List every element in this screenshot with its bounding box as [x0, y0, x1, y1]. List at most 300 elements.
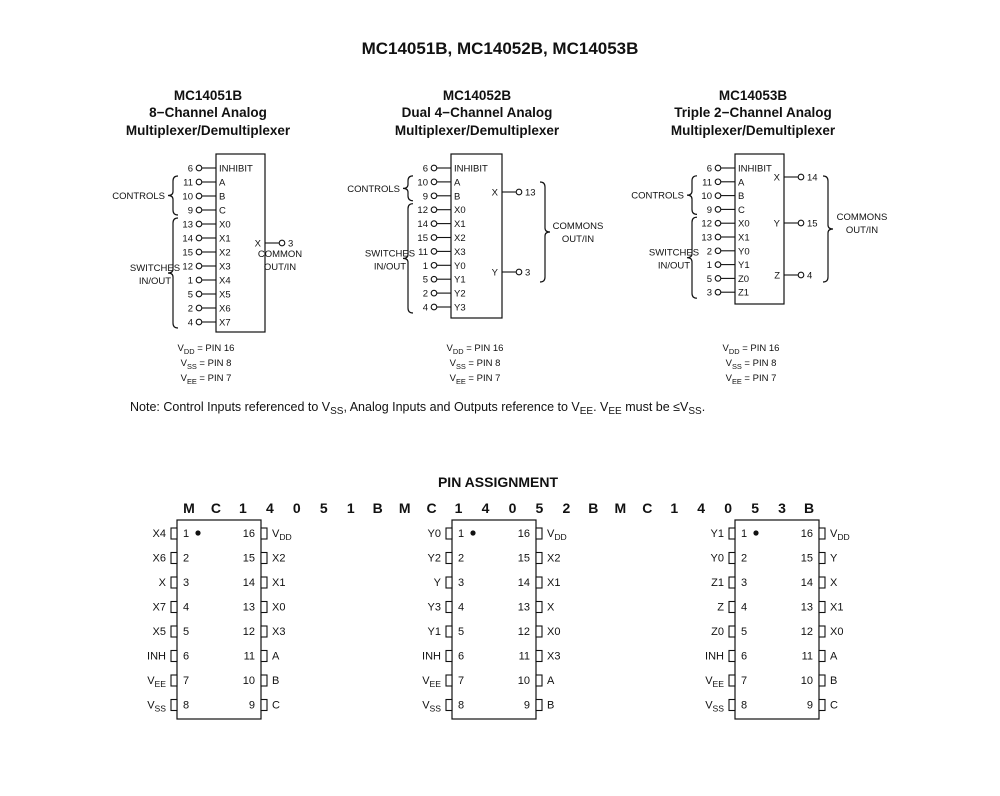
pin1-marker-dot: [470, 530, 475, 535]
pin-number: 13: [517, 601, 530, 614]
package-pin: [518, 553, 561, 565]
block-diagram-mc14053b: [631, 88, 887, 386]
pin-signal: B: [272, 675, 280, 687]
pin-signal: Y0: [710, 552, 724, 565]
pin-number: 16: [242, 528, 255, 540]
vss-pin-note: $V_{SS}$ = PIN 8: [725, 358, 777, 371]
input-pin: [423, 303, 466, 314]
pin-number: 2: [741, 552, 748, 565]
output-pin: [774, 271, 812, 282]
pin-signal: X3: [547, 650, 561, 663]
package-pin: [801, 577, 838, 589]
pin-number: 15: [182, 247, 193, 259]
document-title: MC14051B, MC14052B, MC14053B: [361, 39, 639, 58]
part-letter: 5: [751, 500, 759, 516]
pin-name: B: [454, 191, 461, 203]
pin-name: Y1: [738, 260, 750, 272]
pin-terminal: [715, 276, 721, 282]
input-pin: [423, 275, 466, 286]
package-pin: [807, 700, 838, 712]
input-pin: [707, 260, 750, 271]
pin-signal: X2: [272, 552, 286, 565]
pin-name: Y0: [454, 260, 466, 272]
pin-tab: [446, 651, 452, 662]
pin-name: Z0: [738, 273, 750, 285]
pin-signal: X4: [152, 528, 166, 540]
pin-number: 4: [187, 317, 193, 329]
pin-number: 6: [741, 650, 748, 663]
output-pin: [774, 173, 818, 184]
pin-number: 12: [182, 261, 193, 273]
pin-name: X: [773, 172, 780, 184]
pin-terminal: [196, 207, 202, 213]
pin-number: 7: [741, 675, 748, 687]
pin-tab: [261, 626, 267, 637]
pin-number: 15: [800, 552, 813, 565]
pin-number: 10: [242, 675, 255, 687]
pin-terminal: [715, 207, 721, 213]
input-pin: [417, 205, 465, 216]
input-pin: [707, 274, 749, 285]
pin-terminal: [196, 235, 202, 241]
pin-number: 4: [807, 270, 813, 282]
input-pin: [707, 164, 772, 175]
vee-pin-note: $V_{EE}$ = PIN 7: [180, 373, 232, 386]
pin-signal: Y1: [710, 528, 724, 540]
vee-pin-note: $V_{EE}$ = PIN 7: [725, 373, 777, 386]
package-pin: [428, 626, 465, 638]
pin-signal: $V_{EE}$: [147, 675, 166, 689]
package-pin: [147, 675, 189, 689]
package-pin: [801, 602, 844, 614]
pin-signal: X: [830, 577, 838, 589]
pin-number: 9: [806, 699, 813, 712]
pin-tab: [261, 651, 267, 662]
switches-label: IN/OUT: [373, 261, 407, 273]
pin-number: 15: [417, 233, 428, 244]
pin-number: 8: [183, 699, 190, 712]
pin-terminal: [196, 263, 202, 269]
pin-signal: Y2: [427, 552, 441, 565]
package-pin: [711, 528, 748, 540]
pin-number: 2: [422, 288, 428, 300]
package-pin: [711, 626, 747, 638]
package-pin: [802, 651, 838, 663]
part-letter: M: [183, 500, 195, 516]
switches-label: IN/OUT: [138, 276, 172, 287]
pin-number: 4: [183, 601, 190, 614]
package-pin: [518, 528, 567, 542]
pin-tab: [446, 675, 452, 686]
package-pin: [422, 651, 464, 663]
pin-number: 12: [417, 205, 428, 217]
part-letter: 1: [239, 500, 247, 516]
package-pin: [243, 553, 286, 565]
pin-tab: [536, 626, 542, 637]
pin-name: INHIBIT: [219, 163, 253, 175]
input-pin: [701, 191, 744, 202]
pin-number: 15: [807, 218, 818, 230]
pin-tab: [819, 626, 825, 637]
controls-brace: [687, 176, 697, 215]
commons-label: COMMON: [257, 249, 303, 260]
pin-tab: [729, 700, 735, 711]
pin-tab: [261, 675, 267, 686]
pin-tab: [171, 553, 177, 564]
pin-terminal: [196, 165, 202, 171]
package-pin: [518, 675, 555, 687]
part-letter: 2: [562, 500, 571, 516]
pin-number: 12: [517, 626, 530, 638]
pin-terminal: [196, 179, 202, 185]
pin-terminal: [715, 165, 721, 171]
part-letter: B: [588, 500, 599, 516]
package-pin: [153, 553, 190, 565]
pin-number: 7: [458, 675, 465, 687]
pin-number: 7: [183, 675, 190, 687]
part-description: Triple 2−Channel Analog: [674, 105, 832, 120]
pin-tab: [729, 577, 735, 588]
pin-number: 13: [525, 187, 536, 199]
pin-signal: A: [830, 650, 838, 663]
pin1-marker-dot: [753, 530, 758, 535]
pin-number: 14: [417, 219, 428, 231]
pin-name: X0: [454, 205, 466, 217]
package-pin: [518, 577, 561, 589]
pin-name: Y: [491, 267, 498, 279]
input-pin: [417, 233, 465, 244]
output-pin: [255, 239, 294, 250]
pin-number: 14: [242, 577, 255, 589]
pin-name: X0: [219, 219, 231, 231]
pin-terminal: [715, 234, 721, 240]
pin-number: 6: [706, 163, 712, 175]
pin-name: B: [738, 191, 745, 203]
pin-number: 15: [517, 552, 530, 565]
part-letter: 3: [778, 500, 786, 516]
pin-terminal: [431, 304, 437, 310]
pin-signal: X1: [272, 577, 286, 589]
dip-package-mc14051b: [147, 520, 292, 719]
input-pin: [707, 288, 749, 299]
pin-tab: [819, 553, 825, 564]
vee-pin-note: $V_{EE}$ = PIN 7: [449, 373, 501, 386]
pin-number: 1: [422, 260, 428, 272]
pin-tab: [171, 675, 177, 686]
pin-number: 6: [183, 650, 190, 663]
pin-number: 13: [242, 601, 255, 614]
pin-signal: $V_{SS}$: [147, 699, 166, 714]
controls-label: CONTROLS: [112, 191, 165, 202]
pin-number: 14: [807, 172, 818, 184]
pin-name: X6: [219, 303, 231, 315]
input-pin: [707, 246, 750, 257]
pin-number: 14: [182, 233, 193, 245]
pin-name: INHIBIT: [738, 163, 772, 175]
pin-tab: [446, 577, 452, 588]
pin-number: 11: [243, 650, 255, 663]
package-pin: [422, 675, 464, 689]
pin-tab: [261, 553, 267, 564]
pin-terminal: [196, 277, 202, 283]
pin-number: 1: [741, 528, 748, 540]
input-pin: [188, 304, 231, 315]
switches-label: IN/OUT: [657, 260, 691, 272]
pin-terminal: [798, 220, 804, 226]
pin-signal: $V_{SS}$: [705, 699, 724, 714]
pin-terminal: [715, 248, 721, 254]
pin-tab: [819, 577, 825, 588]
pin-number: 12: [800, 626, 813, 638]
input-pin: [417, 219, 465, 230]
pin-number: 14: [517, 577, 530, 589]
input-pin: [182, 192, 225, 203]
pin-signal: X: [547, 601, 555, 614]
pin-signal: Y0: [427, 528, 441, 540]
commons-label: OUT/IN: [263, 262, 297, 273]
pin-tab: [171, 577, 177, 588]
pin-tab: [261, 700, 267, 711]
pin-name: B: [219, 191, 226, 203]
part-letter: 4: [481, 500, 490, 516]
pin-terminal: [516, 189, 522, 195]
package-pin: [422, 700, 464, 714]
pin-number: 2: [183, 552, 190, 565]
package-pin: [243, 675, 280, 687]
pin-name: X0: [738, 218, 750, 230]
pin-number: 1: [706, 260, 712, 272]
pin-name: A: [219, 177, 226, 189]
pin-signal: X: [158, 577, 166, 589]
pin-signal: Y: [433, 577, 441, 589]
pin-number: 3: [525, 267, 531, 279]
pin-name: Z: [774, 270, 780, 282]
input-pin: [188, 164, 253, 175]
package-pin: [717, 602, 747, 614]
package-pin: [519, 651, 561, 663]
pin-tab: [171, 602, 177, 613]
pin-terminal: [798, 272, 804, 278]
pin-signal: X7: [152, 601, 166, 614]
pin-signal: Y1: [427, 626, 441, 638]
pin-terminal: [196, 221, 202, 227]
pin-number: 2: [458, 552, 465, 565]
pin-number: 11: [518, 650, 530, 663]
pin-tab: [819, 651, 825, 662]
pin-number: 3: [183, 577, 190, 589]
pin-terminal: [431, 165, 437, 171]
part-letter: B: [803, 500, 815, 516]
pin-terminal: [715, 220, 721, 226]
pin-terminal: [279, 240, 285, 246]
pin-tab: [819, 675, 825, 686]
pin-tab: [819, 700, 825, 711]
package-pin: [428, 528, 465, 540]
pin-number: 4: [458, 601, 465, 614]
pin-tab: [261, 528, 267, 539]
input-pin: [182, 234, 230, 245]
package-pin: [705, 651, 747, 663]
pin-signal: Z0: [711, 626, 724, 638]
pin-terminal: [715, 262, 721, 268]
pin-number: 8: [741, 699, 748, 712]
part-letter: M: [614, 500, 627, 516]
package-pin: [147, 651, 189, 663]
switches-label: SWITCHES: [648, 247, 700, 259]
pin-signal: INH: [705, 650, 724, 663]
pin-terminal: [431, 193, 437, 199]
pin-number: 6: [187, 163, 193, 175]
pin-tab: [729, 651, 735, 662]
pin-terminal: [431, 290, 437, 296]
part-number: MC14051B: [173, 88, 243, 103]
pin-signal: Y: [830, 552, 838, 565]
pin-assignment-part-letters: [183, 500, 814, 516]
pin-number: 14: [800, 577, 813, 589]
input-pin: [188, 206, 226, 217]
pin-terminal: [431, 276, 437, 282]
pin-terminal: [196, 305, 202, 311]
input-pin: [701, 233, 749, 244]
package-pin: [518, 602, 555, 614]
pin-signal: INH: [147, 650, 166, 663]
pin-number: 4: [741, 601, 748, 614]
part-number: MC14053B: [718, 88, 788, 103]
input-pin: [188, 318, 231, 329]
pin-tab: [819, 602, 825, 613]
pin-terminal: [431, 207, 437, 213]
commons-label: OUT/IN: [845, 225, 879, 236]
pin-tab: [171, 700, 177, 711]
package-pin: [243, 626, 286, 638]
pin-signal: Z1: [711, 577, 724, 589]
pin-name: X1: [738, 232, 750, 244]
pin-name: INHIBIT: [454, 163, 488, 175]
part-description: Dual 4−Channel Analog: [401, 105, 553, 120]
pin-signal: X0: [830, 626, 844, 638]
pin-number: 6: [422, 163, 428, 175]
package-pin: [518, 626, 561, 638]
pin-tab: [729, 602, 735, 613]
pin-tab: [261, 602, 267, 613]
pin-number: 2: [187, 303, 193, 315]
block-diagrams: [112, 88, 887, 386]
reference-note: Note: Control Inputs referenced to $V_{SS}$, Analog Inputs and Outputs reference to $V_{EE}$. $V_{EE}$ must be $\le V_{SS}$.: [130, 400, 706, 417]
block-diagram-mc14052b: [347, 88, 603, 386]
pin-signal: $V_{EE}$: [705, 675, 724, 689]
pin-number: 1: [187, 275, 193, 287]
pin-number: 3: [706, 287, 712, 299]
pin-signal: INH: [422, 650, 441, 663]
pin-tab: [536, 577, 542, 588]
pin-signal: B: [547, 699, 555, 712]
pin-number: 10: [701, 191, 712, 203]
pin-number: 10: [800, 675, 813, 687]
pin-number: 11: [702, 177, 712, 189]
package-pin: [153, 602, 190, 614]
pin-number: 15: [242, 552, 255, 565]
pin-tab: [729, 553, 735, 564]
pin-number: 3: [741, 577, 748, 589]
vdd-pin-note: $V_{DD}$ = PIN 16: [177, 343, 235, 356]
package-pin: [801, 553, 838, 565]
output-pin: [774, 219, 818, 230]
package-pin: [249, 700, 280, 712]
pin-number: 10: [517, 675, 530, 687]
dip-package-mc14053b: [705, 520, 850, 719]
pin-terminal: [431, 249, 437, 255]
pin-number: 1: [183, 528, 190, 540]
pin-name: X2: [219, 247, 231, 259]
input-pin: [183, 178, 226, 189]
pin-number: 5: [458, 626, 465, 638]
pin-number: 5: [187, 289, 193, 301]
package-pin: [428, 553, 465, 565]
pin-number: 11: [801, 650, 813, 663]
package-pin: [801, 626, 844, 638]
commons-label: OUT/IN: [561, 234, 595, 245]
pin-name: X: [491, 187, 498, 199]
part-letter: 4: [265, 500, 274, 516]
pin-signal: C: [830, 699, 838, 712]
commons-label: COMMONS: [552, 221, 604, 232]
pin-tab: [446, 700, 452, 711]
part-letter: C: [642, 500, 653, 516]
input-pin: [182, 220, 230, 231]
package-pin: [711, 553, 748, 565]
pin-tab: [729, 675, 735, 686]
package-pin: [153, 528, 190, 540]
pin-number: 10: [182, 191, 193, 203]
pin-name: Y: [773, 218, 780, 230]
input-pin: [182, 248, 230, 259]
pin-name: X1: [454, 219, 466, 231]
vdd-pin-note: $V_{DD}$ = PIN 16: [446, 343, 504, 356]
pin-tab: [536, 528, 542, 539]
pin-signal: X1: [830, 601, 844, 614]
package-pin: [801, 528, 850, 542]
pin-terminal: [196, 193, 202, 199]
pin-terminal: [715, 289, 721, 295]
pin-terminal: [431, 221, 437, 227]
pin-name: Y3: [454, 302, 466, 314]
package-body: [177, 520, 261, 719]
input-pin: [423, 191, 461, 202]
pin-number: 10: [417, 177, 428, 189]
part-letter: 5: [319, 500, 328, 516]
part-number: MC14052B: [442, 88, 512, 103]
pin-signal: A: [272, 650, 280, 663]
part-letter: C: [426, 500, 437, 516]
pin-name: Y2: [454, 288, 466, 300]
pin-number: 5: [183, 626, 190, 638]
pin-name: C: [738, 204, 745, 216]
package-pin: [428, 602, 465, 614]
commons-brace: [823, 176, 833, 282]
pin-tab: [446, 528, 452, 539]
input-pin: [423, 164, 488, 175]
pin-terminal: [431, 179, 437, 185]
pin-tab: [536, 602, 542, 613]
pin-number: 12: [701, 218, 712, 230]
package-pin: [159, 577, 189, 589]
pin-number: 9: [187, 205, 193, 217]
pin-number: 13: [701, 232, 712, 244]
pin1-marker-dot: [195, 530, 200, 535]
block-diagram-mc14051b: [112, 88, 302, 386]
input-pin: [182, 262, 230, 273]
package-pin: [801, 675, 838, 687]
